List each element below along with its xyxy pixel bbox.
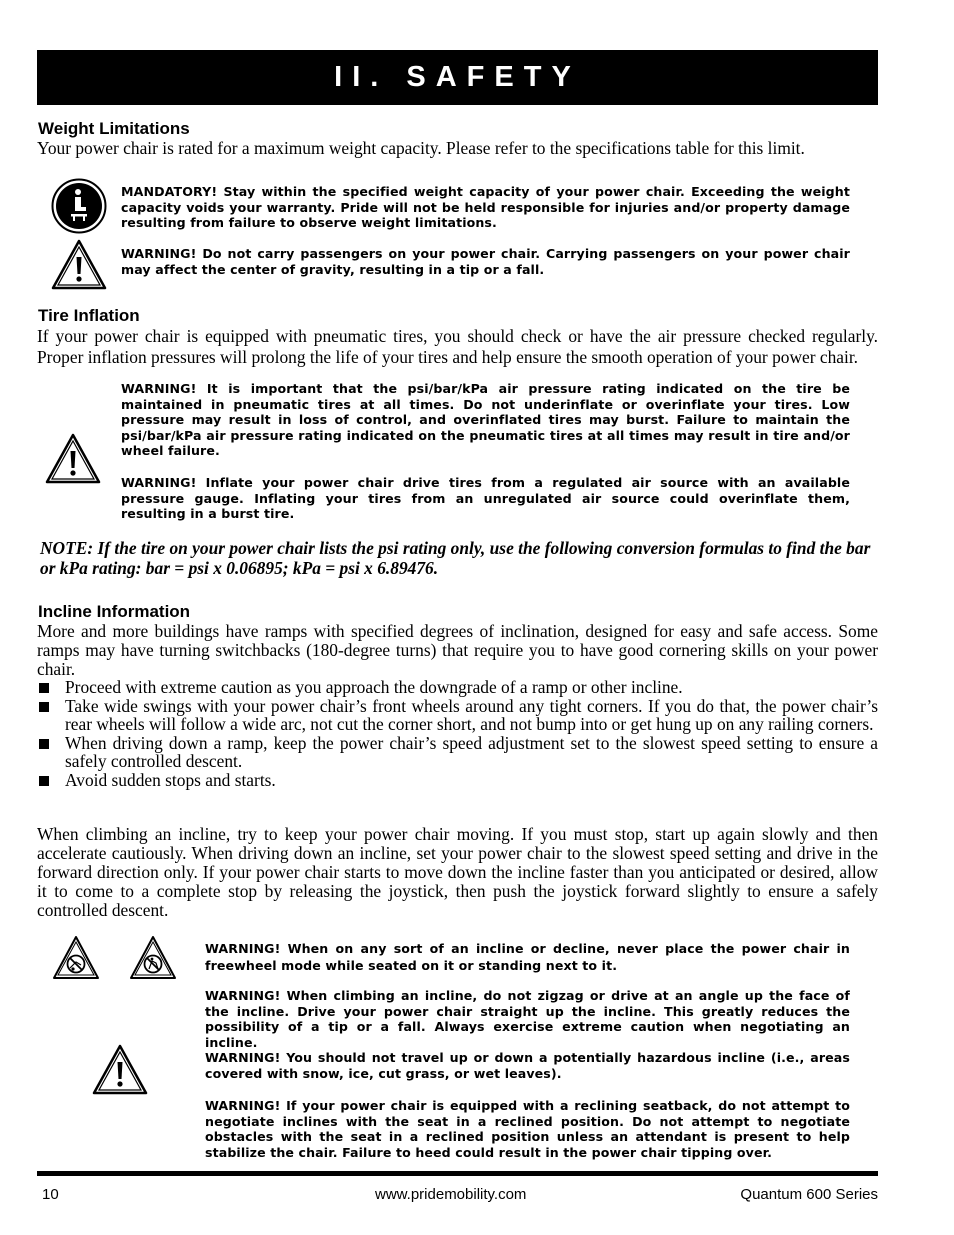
tire-inflate-warning: WARNING! Inflate your power chair drive tires from a regulated air source with an available pressure gauge. Inflating your tires from an unregulated air source could overinflate them, resulting in a burst tire.: [121, 475, 850, 522]
footer-url: www.pridemobility.com: [375, 1186, 527, 1203]
warning-triangle-icon: [92, 1044, 148, 1095]
list-item: Take wide swings with your power chair’s front wheels around any tight corners. If you do that, the power chair’s rear wheels will follow a wide arc, not cut the corner short, and not bump into or get hung up on any railing corners.: [37, 697, 878, 734]
incline-freewheel-warning: WARNING! When on any sort of an incline or decline, never place the power chair in freewheel mode while seated on it or standing next to it.: [205, 941, 850, 973]
incline-recline-warning: WARNING! If your power chair is equipped with a reclining seatback, do not attempt to negotiate inclines with the seat in a reclined position. Do not attempt to negotiate obstacles with the seat in a reclined position unless an attendant is present to help stabilize the chair. Failure to heed could result in the power chair tipping over.: [205, 1098, 850, 1160]
tire-conversion-note: NOTE: If the tire on your power chair lists the psi rating only, use the following conversion formulas to find the bar or kPa rating: bar = psi x 0.06895; kPa = psi x 6.89476.: [40, 538, 871, 578]
page-number: 10: [42, 1186, 59, 1203]
incline-information-heading: Incline Information: [38, 602, 191, 621]
list-item: When driving down a ramp, keep the power chair’s speed adjustment set to the slowest speed setting to ensure a safely controlled descent.: [37, 734, 878, 771]
weight-limitations-heading: Weight Limitations: [38, 119, 190, 138]
no-standing-near-freewheel-icon: [129, 935, 177, 980]
warning-triangle-icon: [51, 239, 107, 290]
footer-rule: [37, 1171, 878, 1176]
incline-body: When climbing an incline, try to keep your power chair moving. If you must stop, start up again slowly and then accelerate cautiously. When driving down an incline, set your power chair to the slowest speed setting and drive in the forward direction only. If your power chair starts to move down the incline faster than you anticipated or desired, allow it to come to a complete stop by releasing the joystick, then push the joystick forward slightly to ensure a safely controlled descent.: [37, 824, 878, 920]
bullet-square-icon: [39, 683, 49, 693]
incline-bullet-list: [37, 678, 878, 789]
footer-series: Quantum 600 Series: [740, 1186, 878, 1203]
bullet-square-icon: [39, 776, 49, 786]
tire-inflation-body: If your power chair is equipped with pneumatic tires, you should check or have the air pressure checked regularly. Proper inflation pressures will prolong the life of your tires and help ensure the smooth operation of your power chair.: [37, 326, 878, 367]
incline-hazardous-warning: WARNING! You should not travel up or down a potentially hazardous incline (i.e., areas covered with snow, ice, cut grass, or wet leaves).: [205, 1050, 850, 1081]
list-item: Proceed with extreme caution as you approach the downgrade of a ramp or other incline.: [37, 678, 878, 697]
no-freewheel-on-incline-icon: [52, 935, 100, 980]
weight-passenger-warning: WARNING! Do not carry passengers on your power chair. Carrying passengers on your power chair may affect the center of gravity, resulting in a tip or a fall.: [121, 246, 850, 277]
bullet-square-icon: [39, 739, 49, 749]
section-title: II. SAFETY: [334, 61, 581, 93]
incline-zigzag-warning: WARNING! When climbing an incline, do not zigzag or drive at an angle up the face of the incline. Drive your power chair straight up the incline. This greatly reduces the possibility of a tip or a fall. Always exercise extreme caution when negotiating an incline.: [205, 988, 850, 1050]
list-item: Avoid sudden stops and starts.: [37, 771, 878, 790]
bullet-square-icon: [39, 702, 49, 712]
warning-triangle-icon: [45, 433, 101, 484]
section-title-banner: [37, 50, 878, 105]
tire-pressure-warning: WARNING! It is important that the psi/bar/kPa air pressure rating indicated on the tire be maintained in pneumatic tires at all times. Do not underinflate or overinflate your tires. Low pressure may result in loss of control, and overinflated tires may burst. Failure to maintain the psi/bar/kPa air pressure rating indicated on the pneumatic tires at all times may result in tire and/or wheel failure.: [121, 381, 850, 459]
tire-inflation-heading: Tire Inflation: [38, 306, 140, 325]
incline-intro: More and more buildings have ramps with specified degrees of inclination, designed for easy and safe access. Some ramps may have turning switchbacks (180-degree turns) that require you to have good cornering skills on your power chair.: [37, 621, 878, 679]
mandatory-weight-icon: [51, 178, 107, 234]
weight-mandatory-notice: MANDATORY! Stay within the specified weight capacity of your power chair. Exceeding the weight capacity voids your warranty. Pride will not be held responsible for injuries and/or property damage resulting from failure to observe weight limitations.: [121, 184, 850, 231]
weight-limitations-body: Your power chair is rated for a maximum weight capacity. Please refer to the specifications table for this limit.: [37, 138, 805, 158]
